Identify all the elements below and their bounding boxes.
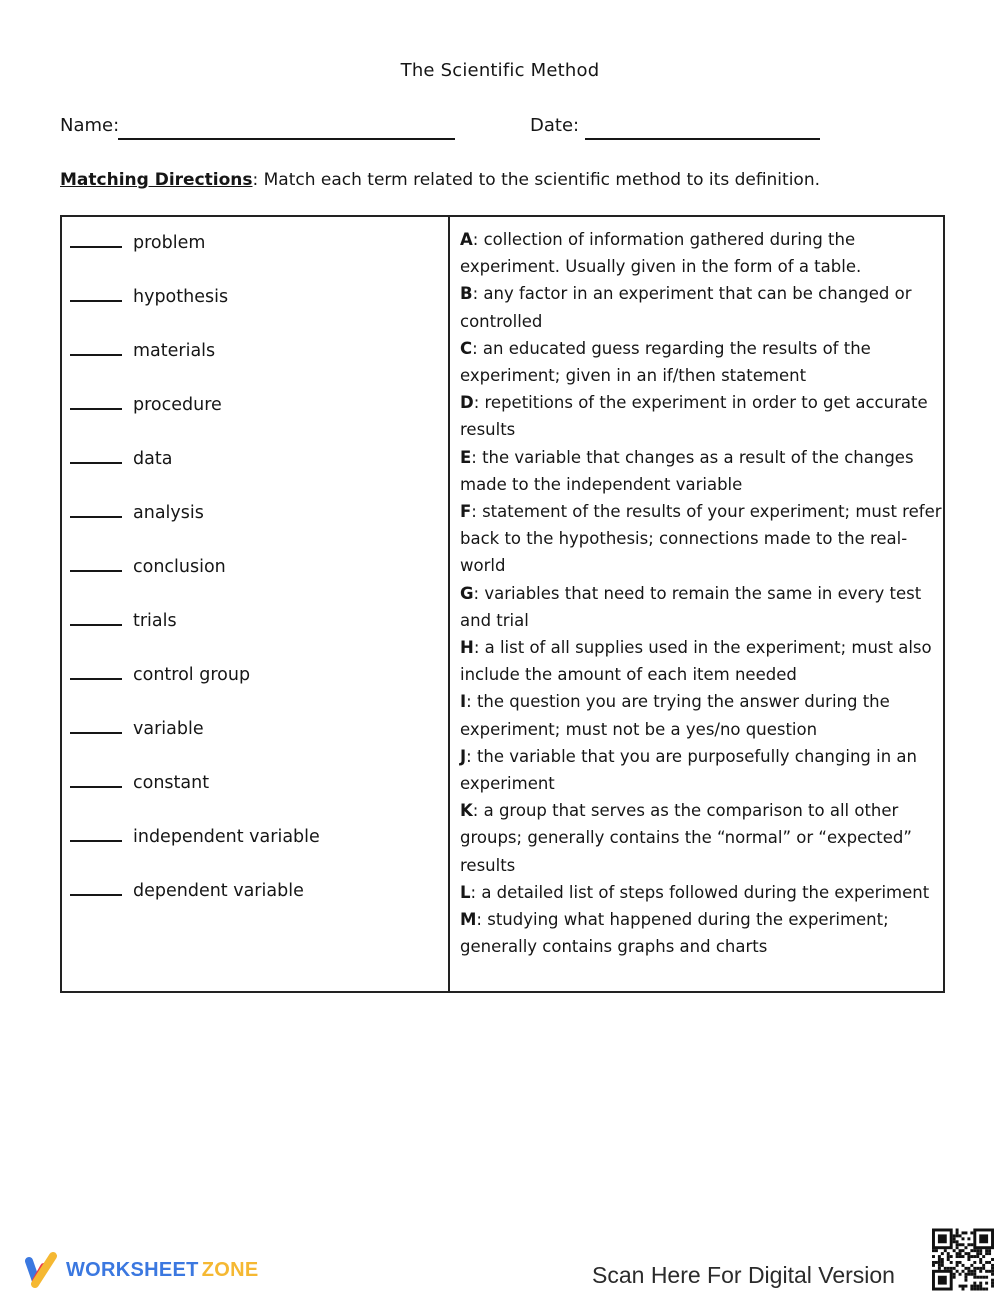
term-row [70,233,448,287]
definition-item [460,688,943,742]
term-row [70,719,448,773]
definition-text: : statement of the results of your experiment; must refer back to the hypothesis; connections made to the real-world [460,502,942,576]
term-row [70,773,448,827]
definition-item [460,389,943,443]
definition-text: : variables that need to remain the same in every test and trial [460,583,922,630]
definition-letter: I [460,692,467,712]
page-title: The Scientific Method [400,60,600,81]
definition-item [460,335,943,389]
directions-heading: Matching Directions [60,170,253,190]
term-label: procedure [133,395,222,415]
term-label: dependent variable [133,881,304,901]
definition-text: : a detailed list of steps followed during the experiment [470,882,930,902]
definition-text: : the question you are trying the answer during the experiment; must not be a yes/no question [460,692,890,739]
answer-blank[interactable] [70,341,122,356]
definition-item [460,743,943,797]
answer-blank[interactable] [70,611,122,626]
definition-text: : the variable that you are purposefully changing in an experiment [460,746,917,794]
definition-letter: F [460,502,472,522]
name-field[interactable] [118,138,455,140]
terms-column [62,217,450,991]
answer-blank[interactable] [70,449,122,464]
definition-letter: G [460,583,474,603]
term-row [70,395,448,449]
definition-letter: B [460,284,473,304]
qr-code-image [932,1228,994,1291]
definition-item [460,444,943,498]
definition-text: : any factor in an experiment that can be changed or controlled [460,284,912,331]
definition-item [460,280,943,334]
worksheetzone-logo-icon [22,1250,62,1290]
term-label: conclusion [133,557,226,577]
definitions-column [450,217,943,991]
definition-item [460,498,943,580]
term-label: variable [133,719,204,739]
term-row [70,287,448,341]
definition-text: : studying what happened during the experiment; generally contains graphs and charts [460,910,889,957]
answer-blank[interactable] [70,503,122,518]
logo-word-worksheet: WORKSHEET [66,1258,199,1281]
definition-letter: K [460,801,473,821]
directions-text: : Match each term related to the scientific method to its definition. [252,170,820,190]
definition-text: : collection of information gathered during the experiment. Usually given in the form of a table. [460,230,862,277]
name-label: Name: [60,115,120,136]
term-label: hypothesis [133,287,229,307]
answer-blank[interactable] [70,233,122,248]
definition-item [460,879,943,906]
term-row [70,341,448,395]
definition-text: : a group that serves as the comparison to all other groups; generally contains the “normal” or “expected” results [460,801,912,875]
matching-directions [60,170,820,190]
definition-letter: J [460,746,467,766]
definition-item [460,634,943,688]
definition-letter: C [460,338,473,358]
answer-blank[interactable] [70,287,122,302]
definition-letter: H [460,638,474,658]
term-row [70,503,448,557]
term-label: control group [133,665,251,685]
term-row [70,881,448,935]
definition-letter: D [460,393,474,413]
term-row [70,665,448,719]
answer-blank[interactable] [70,395,122,410]
term-row [70,449,448,503]
qr-code [932,1228,994,1291]
definition-item [460,580,943,634]
definition-item [460,226,943,280]
answer-blank[interactable] [70,827,122,842]
term-row [70,611,448,665]
definition-letter: L [460,882,471,902]
worksheetzone-logo [22,1250,258,1290]
definition-text: : an educated guess regarding the results of the experiment; given in an if/then statement [460,338,871,386]
term-label: constant [133,773,210,793]
definition-text: : a list of all supplies used in the experiment; must also include the amount of each item needed [460,638,932,685]
definition-letter: M [460,910,477,930]
term-label: analysis [133,503,204,523]
term-row [70,827,448,881]
definition-text: : the variable that changes as a result of the changes made to the independent variable [460,447,914,494]
definition-item [460,906,943,960]
term-label: independent variable [133,827,320,847]
answer-blank[interactable] [70,773,122,788]
definition-letter: A [460,230,473,249]
term-label: problem [133,233,206,253]
answer-blank[interactable] [70,665,122,680]
date-label: Date: [530,115,580,136]
term-label: data [133,449,173,469]
answer-blank[interactable] [70,719,122,734]
definition-letter: E [460,447,472,467]
matching-table [60,215,945,993]
definition-item [460,797,943,879]
definition-text: : repetitions of the experiment in order to get accurate results [460,393,928,440]
term-label: trials [133,611,177,631]
term-label: materials [133,341,216,361]
term-row [70,557,448,611]
answer-blank[interactable] [70,881,122,896]
scan-here-text: Scan Here For Digital Version [592,1262,895,1288]
logo-word-zone: ZONE [201,1258,259,1281]
date-field[interactable] [585,138,820,140]
answer-blank[interactable] [70,557,122,572]
